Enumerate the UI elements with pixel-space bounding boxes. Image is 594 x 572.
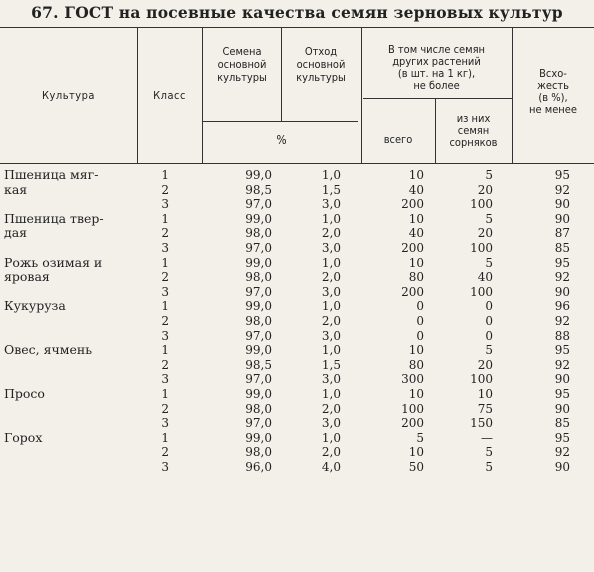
other-total-cell: 300 xyxy=(401,372,424,387)
weeds-cell: 0 xyxy=(485,314,493,328)
class-cell: 1 xyxy=(161,211,169,226)
weeds-cell: — xyxy=(481,430,493,445)
waste-main-cell: 1,5 xyxy=(321,182,341,197)
waste-main-cell: 1,0 xyxy=(321,299,341,314)
seeds-main-cell: 99,0 xyxy=(245,255,272,270)
weeds-cell: 75 xyxy=(477,401,493,416)
header-germination-line: не менее xyxy=(529,103,577,116)
crop-name: Пшеница твер- xyxy=(4,210,104,226)
header-germination-line: (в %), xyxy=(538,91,568,104)
crop-name: дая xyxy=(4,225,28,241)
crop-name: Кукуруза xyxy=(4,298,66,314)
seeds-main-cell: 97,0 xyxy=(245,328,272,343)
header-weeds-line: сорняков xyxy=(449,136,498,149)
seeds-main-cell: 96,0 xyxy=(245,460,272,474)
other-total-cell: 5 xyxy=(416,430,424,445)
class-cell: 1 xyxy=(161,430,169,445)
waste-main-cell: 3,0 xyxy=(321,241,341,255)
crop-name: кая xyxy=(4,181,28,197)
other-total-cell: 10 xyxy=(408,343,424,358)
weeds-cell: 0 xyxy=(485,299,493,314)
header-class: Класс xyxy=(153,89,186,102)
header-other-seeds-line: не более xyxy=(413,79,460,92)
weeds-cell: 20 xyxy=(477,357,493,372)
weeds-cell: 150 xyxy=(470,416,493,431)
header-germination-line: Всхо- xyxy=(539,67,567,80)
germination-cell: 96 xyxy=(554,299,570,314)
weeds-cell: 5 xyxy=(485,460,493,474)
seeds-main-cell: 97,0 xyxy=(245,284,272,299)
seeds-main-cell: 99,0 xyxy=(245,168,272,182)
weeds-cell: 10 xyxy=(477,387,493,401)
waste-main-cell: 3,0 xyxy=(321,372,341,387)
header-seeds-main-line: основной xyxy=(217,58,267,71)
seeds-main-cell: 99,0 xyxy=(245,430,272,445)
weeds-cell: 5 xyxy=(485,343,493,358)
class-cell: 3 xyxy=(161,241,169,255)
header-waste-main-line: основной xyxy=(296,58,346,71)
weeds-cell: 100 xyxy=(470,372,493,387)
seeds-main-cell: 99,0 xyxy=(245,343,272,358)
other-total-cell: 200 xyxy=(401,416,424,431)
header-waste-main-line: Отход xyxy=(304,45,338,58)
weeds-cell: 0 xyxy=(485,328,493,343)
class-cell: 2 xyxy=(161,270,169,285)
germination-cell: 90 xyxy=(554,372,570,387)
germination-cell: 92 xyxy=(554,445,570,460)
header-other-seeds-line: других растений xyxy=(392,55,481,68)
germination-cell: 87 xyxy=(554,226,570,241)
seeds-main-cell: 99,0 xyxy=(245,299,272,314)
weeds-cell: 20 xyxy=(477,182,493,197)
waste-main-cell: 4,0 xyxy=(321,460,341,474)
waste-main-cell: 2,0 xyxy=(321,401,341,416)
seeds-main-cell: 97,0 xyxy=(245,197,272,212)
header-weeds-line: семян xyxy=(457,124,490,137)
germination-cell: 92 xyxy=(554,357,570,372)
class-cell: 2 xyxy=(161,226,169,241)
germination-cell: 90 xyxy=(554,284,570,299)
other-total-cell: 200 xyxy=(401,197,424,212)
germination-cell: 90 xyxy=(554,460,570,474)
crop-name: яровая xyxy=(4,269,50,285)
class-cell: 3 xyxy=(161,197,169,212)
germination-cell: 95 xyxy=(554,387,570,401)
germination-cell: 85 xyxy=(554,416,570,431)
waste-main-cell: 3,0 xyxy=(321,284,341,299)
germination-cell: 90 xyxy=(554,401,570,416)
top-rule xyxy=(0,27,594,28)
seeds-main-cell: 98,0 xyxy=(245,445,272,460)
seeds-main-cell: 98,0 xyxy=(245,270,272,285)
other-total-cell: 200 xyxy=(401,284,424,299)
seeds-main-cell: 97,0 xyxy=(245,416,272,431)
waste-main-cell: 1,0 xyxy=(321,430,341,445)
seeds-main-cell: 98,0 xyxy=(245,226,272,241)
other-total-cell: 10 xyxy=(408,168,424,182)
germination-cell: 95 xyxy=(554,430,570,445)
header-seeds-main-line: культуры xyxy=(217,71,267,84)
germination-cell: 90 xyxy=(554,197,570,212)
class-cell: 2 xyxy=(161,357,169,372)
other-total-cell: 10 xyxy=(408,255,424,270)
crop-name: Просо xyxy=(4,386,45,401)
class-cell: 3 xyxy=(161,372,169,387)
germination-cell: 92 xyxy=(554,270,570,285)
crop-name: Пшеница мяг- xyxy=(4,167,99,182)
seeds-main-cell: 99,0 xyxy=(245,387,272,401)
class-cell: 3 xyxy=(161,284,169,299)
weeds-cell: 5 xyxy=(485,255,493,270)
waste-main-cell: 1,5 xyxy=(321,357,341,372)
weeds-cell: 100 xyxy=(470,241,493,255)
waste-main-cell: 3,0 xyxy=(321,416,341,431)
header-seeds-main-line: Семена xyxy=(222,45,262,58)
germination-cell: 92 xyxy=(554,314,570,328)
weeds-cell: 5 xyxy=(485,211,493,226)
germination-cell: 88 xyxy=(554,328,570,343)
seeds-main-cell: 98,0 xyxy=(245,314,272,328)
other-total-cell: 0 xyxy=(416,299,424,314)
class-cell: 2 xyxy=(161,445,169,460)
germination-cell: 95 xyxy=(554,343,570,358)
header-other-seeds-line: (в шт. на 1 кг), xyxy=(397,67,476,80)
other-total-cell: 0 xyxy=(416,314,424,328)
waste-main-cell: 3,0 xyxy=(321,197,341,212)
seeds-main-cell: 97,0 xyxy=(245,372,272,387)
other-total-cell: 50 xyxy=(408,460,424,474)
waste-main-cell: 1,0 xyxy=(321,343,341,358)
header-other-seeds-line: В том числе семян xyxy=(387,43,486,56)
other-total-cell: 80 xyxy=(408,357,424,372)
other-total-cell: 0 xyxy=(416,328,424,343)
header-waste-main-line: культуры xyxy=(296,71,346,84)
class-cell: 3 xyxy=(161,416,169,431)
waste-main-cell: 2,0 xyxy=(321,314,341,328)
header-percent: % xyxy=(276,133,287,147)
other-total-cell: 40 xyxy=(408,226,424,241)
seeds-main-cell: 98,0 xyxy=(245,401,272,416)
class-cell: 2 xyxy=(161,401,169,416)
weeds-cell: 20 xyxy=(477,226,493,241)
class-cell: 1 xyxy=(161,255,169,270)
header-culture: Культура xyxy=(41,89,95,102)
other-total-cell: 80 xyxy=(408,270,424,285)
waste-main-cell: 1,0 xyxy=(321,255,341,270)
table-title: 67. ГОСТ на посевные качества семян зерновых культур xyxy=(31,3,563,22)
waste-main-cell: 1,0 xyxy=(321,168,341,182)
crop-name: Овес, ячмень xyxy=(4,342,93,358)
germination-cell: 92 xyxy=(554,182,570,197)
other-total-cell: 10 xyxy=(408,387,424,401)
waste-main-cell: 2,0 xyxy=(321,445,341,460)
waste-main-cell: 1,0 xyxy=(321,211,341,226)
seeds-main-cell: 98,5 xyxy=(245,182,272,197)
crop-name: Горох xyxy=(4,429,43,445)
class-cell: 1 xyxy=(161,343,169,358)
class-cell: 2 xyxy=(161,314,169,328)
germination-cell: 85 xyxy=(554,241,570,255)
other-total-cell: 10 xyxy=(408,211,424,226)
header-total: всего xyxy=(383,133,413,146)
seeds-main-cell: 98,5 xyxy=(245,357,272,372)
class-cell: 2 xyxy=(161,182,169,197)
weeds-cell: 40 xyxy=(477,270,493,285)
class-cell: 1 xyxy=(161,168,169,182)
weeds-cell: 5 xyxy=(485,445,493,460)
other-total-cell: 10 xyxy=(408,445,424,460)
other-total-cell: 40 xyxy=(408,182,424,197)
seeds-main-cell: 97,0 xyxy=(245,241,272,255)
header-bottom-rule xyxy=(0,163,594,164)
header-weeds-line: из них xyxy=(456,112,491,125)
germination-cell: 95 xyxy=(554,255,570,270)
weeds-cell: 100 xyxy=(470,284,493,299)
other-total-cell: 100 xyxy=(401,401,424,416)
crop-name: Рожь озимая и xyxy=(4,254,103,270)
class-cell: 1 xyxy=(161,387,169,401)
waste-main-cell: 2,0 xyxy=(321,226,341,241)
seeds-main-cell: 99,0 xyxy=(245,211,272,226)
class-cell: 3 xyxy=(161,460,169,474)
waste-main-cell: 1,0 xyxy=(321,387,341,401)
sub-rule-other-seeds xyxy=(363,98,512,99)
waste-main-cell: 3,0 xyxy=(321,328,341,343)
germination-cell: 90 xyxy=(554,211,570,226)
waste-main-cell: 2,0 xyxy=(321,270,341,285)
class-cell: 3 xyxy=(161,328,169,343)
weeds-cell: 100 xyxy=(470,197,493,212)
other-total-cell: 200 xyxy=(401,241,424,255)
sub-rule-percent xyxy=(203,121,358,122)
header-germination-line: жесть xyxy=(536,79,570,92)
class-cell: 1 xyxy=(161,299,169,314)
weeds-cell: 5 xyxy=(485,168,493,182)
germination-cell: 95 xyxy=(554,168,570,182)
